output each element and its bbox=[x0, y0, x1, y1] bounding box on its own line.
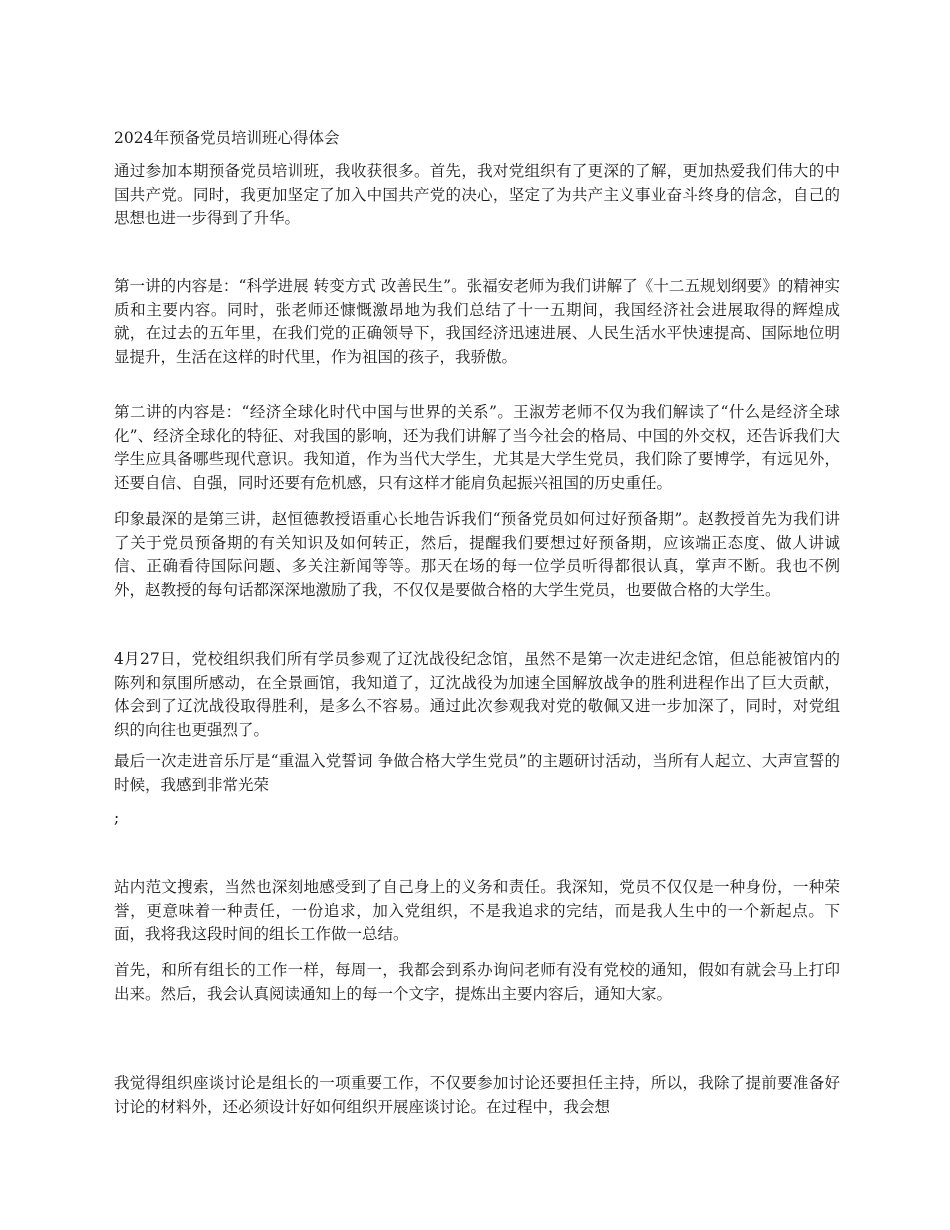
paragraph-6: 最后一次走进音乐厅是“重温入党誓词 争做合格大学生党员”的主题研讨活动，当所有人起立、大声宣誓的时候，我感到非常光荣 bbox=[114, 752, 840, 794]
document-title: 2024年预备党员培训班心得体会 bbox=[114, 129, 340, 147]
paragraph-8: 站内范文搜索，当然也深刻地感受到了自己身上的义务和责任。我深知，党员不仅仅是一种身份，一种荣誉，更意味着一种责任，一份追求，加入党组织，不是我追求的完结，而是我人生中的一个新起点。下面，我将我这段时间的组长工作做一总结。 bbox=[114, 878, 840, 944]
paragraph-1: 通过参加本期预备党员培训班，我收获很多。首先，我对党组织有了更深的了解，更加热爱我们伟大的中国共产党。同时，我更加坚定了加入中国共产党的决心，坚定了为共产主义事业奋斗终身的信念，自己的思想也进一步得到了升华。 bbox=[114, 162, 840, 228]
paragraph-4: 印象最深的是第三讲，赵恒德教授语重心长地告诉我们“预备党员如何过好预备期”。赵教授首先为我们讲了关于党员预备期的有关知识及如何转正，然后，提醒我们要想过好预备期，应该端正态度、做人讲诚信、正确看待国际问题、多关注新闻等等。那天在场的每一位学员听得都很认真，掌声不断。我也不例外，赵教授的每句话都深深地激励了我，不仅仅是要做合格的大学生党员，也要做合格的大学生。 bbox=[114, 510, 840, 599]
paragraph-5: 4月27日，党校组织我们所有学员参观了辽沈战役纪念馆，虽然不是第一次走进纪念馆，但总能被馆内的陈列和氛围所感动，在全景画馆，我知道了，辽沈战役为加速全国解放战争的胜利进程作出了巨大贡献，体会到了辽沈战役取得胜利，是多么不容易。通过此次参观我对党的敬佩又进一步加深了，同时，对党组织的向往也更强烈了。 bbox=[114, 650, 840, 739]
paragraph-3: 第二讲的内容是：“经济全球化时代中国与世界的关系”。王淑芳老师不仅为我们解读了“什么是经济全球化”、经济全球化的特征、对我国的影响，还为我们讲解了当今社会的格局、中国的外交权，还告诉我们大学生应具备哪些现代意识。我知道，作为当代大学生，尤其是大学生党员，我们除了要博学，有远见外，还要自信、自强，同时还要有危机感，只有这样才能肩负起振兴祖国的历史重任。 bbox=[114, 403, 840, 492]
paragraph-10: 我觉得组织座谈讨论是组长的一项重要工作，不仅要参加讨论还要担任主持，所以，我除了提前要准备好讨论的材料外，还必须设计好如何组织开展座谈讨论。在过程中，我会想 bbox=[114, 1074, 840, 1116]
paragraph-7: ; bbox=[114, 809, 120, 827]
paragraph-2: 第一讲的内容是：“科学进展 转变方式 改善民生”。张福安老师为我们讲解了《十二五规划纲要》的精神实质和主要内容。同时，张老师还慷慨激昂地为我们总结了十一五期间，我国经济社会进展取得的辉煌成就，在过去的五年里，在我们党的正确领导下，我国经济迅速进展、人民生活水平快速提高、国际地位明显提升，生活在这样的时代里，作为祖国的孩子，我骄傲。 bbox=[114, 277, 840, 366]
paragraph-9: 首先，和所有组长的工作一样，每周一，我都会到系办询问老师有没有党校的通知，假如有就会马上打印出来。然后，我会认真阅读通知上的每一个文字，提炼出主要内容后，通知大家。 bbox=[114, 961, 840, 1003]
